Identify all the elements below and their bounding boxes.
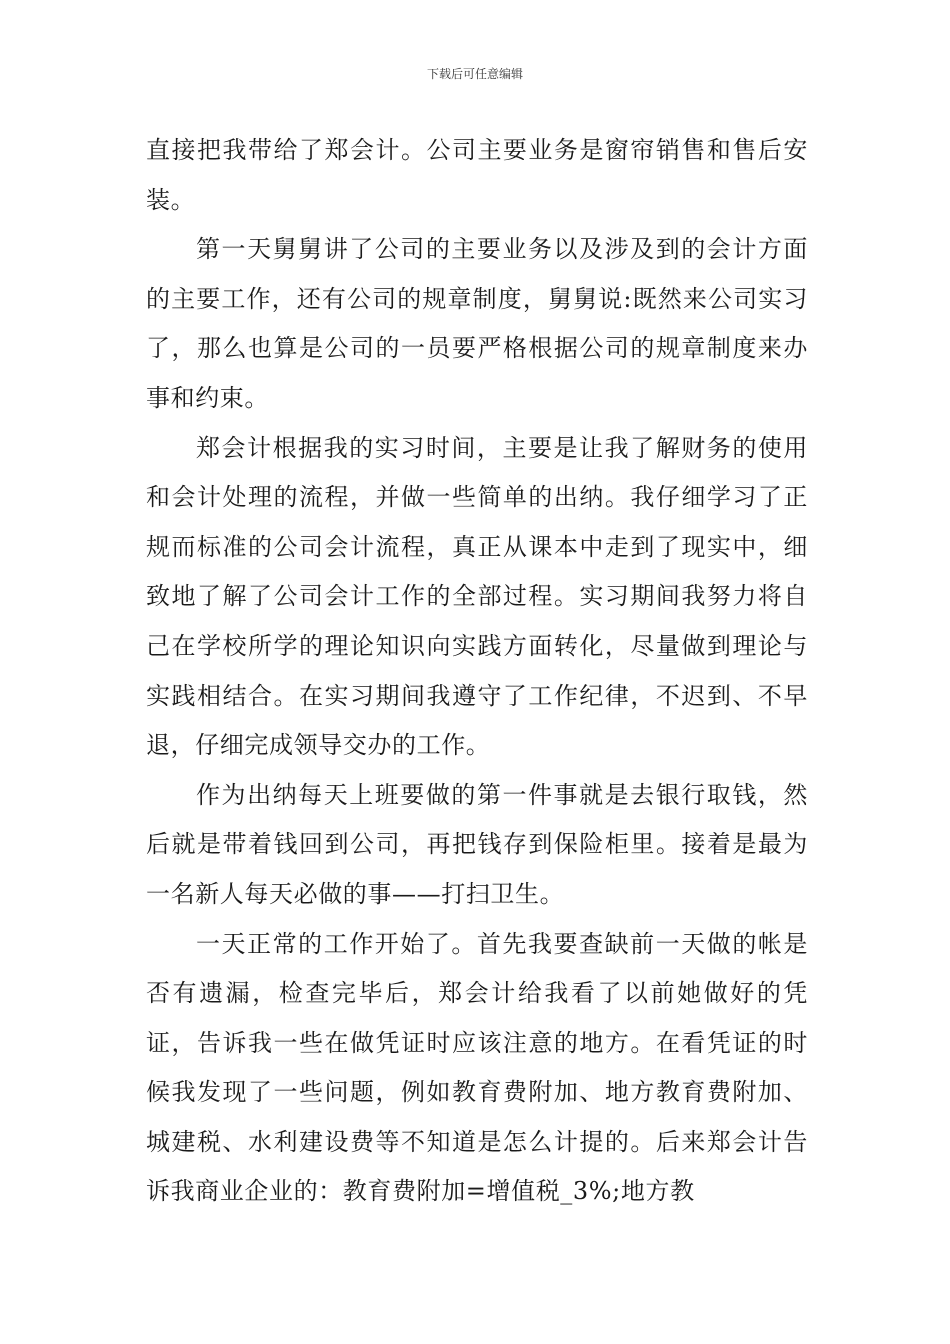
paragraph-4: 作为出纳每天上班要做的第一件事就是去银行取钱，然后就是带着钱回到公司，再把钱存到保险柜里。接着是最为一名新人每天必做的事——打扫卫生。 bbox=[146, 780, 808, 908]
paragraph-2: 第一天舅舅讲了公司的主要业务以及涉及到的会计方面的主要工作，还有公司的规章制度，舅舅说:既然来公司实习了，那么也算是公司的一员要严格根据公司的规章制度来办事和约束。 bbox=[146, 235, 808, 412]
paragraph-3: 郑会计根据我的实习时间，主要是让我了解财务的使用和会计处理的流程，并做一些简单的出纳。我仔细学习了正规而标准的公司会计流程，真正从课本中走到了现实中，细致地了解了公司会计工作的全部过程。实习期间我努力将自己在学校所学的理论知识向实践方面转化，尽量做到理论与实践相结合。在实习期间我遵守了工作纪律，不迟到、不早退，仔细完成领导交办的工作。 bbox=[146, 433, 808, 760]
paragraph-1: 直接把我带给了郑会计。公司主要业务是窗帘销售和售后安装。 bbox=[146, 136, 808, 214]
document-body bbox=[146, 126, 808, 1217]
paragraph-5: 一天正常的工作开始了。首先我要查缺前一天做的帐是否有遗漏，检查完毕后，郑会计给我看了以前她做好的凭证，告诉我一些在做凭证时应该注意的地方。在看凭证的时候我发现了一些问题，例如教育费附加、地方教育费附加、城建税、水利建设费等不知道是怎么计提的。后来郑会计告诉我商业企业的：教育费附加=增值税_3%;地方教 bbox=[146, 929, 808, 1206]
page-header: 下载后可任意编辑 bbox=[426, 67, 523, 81]
